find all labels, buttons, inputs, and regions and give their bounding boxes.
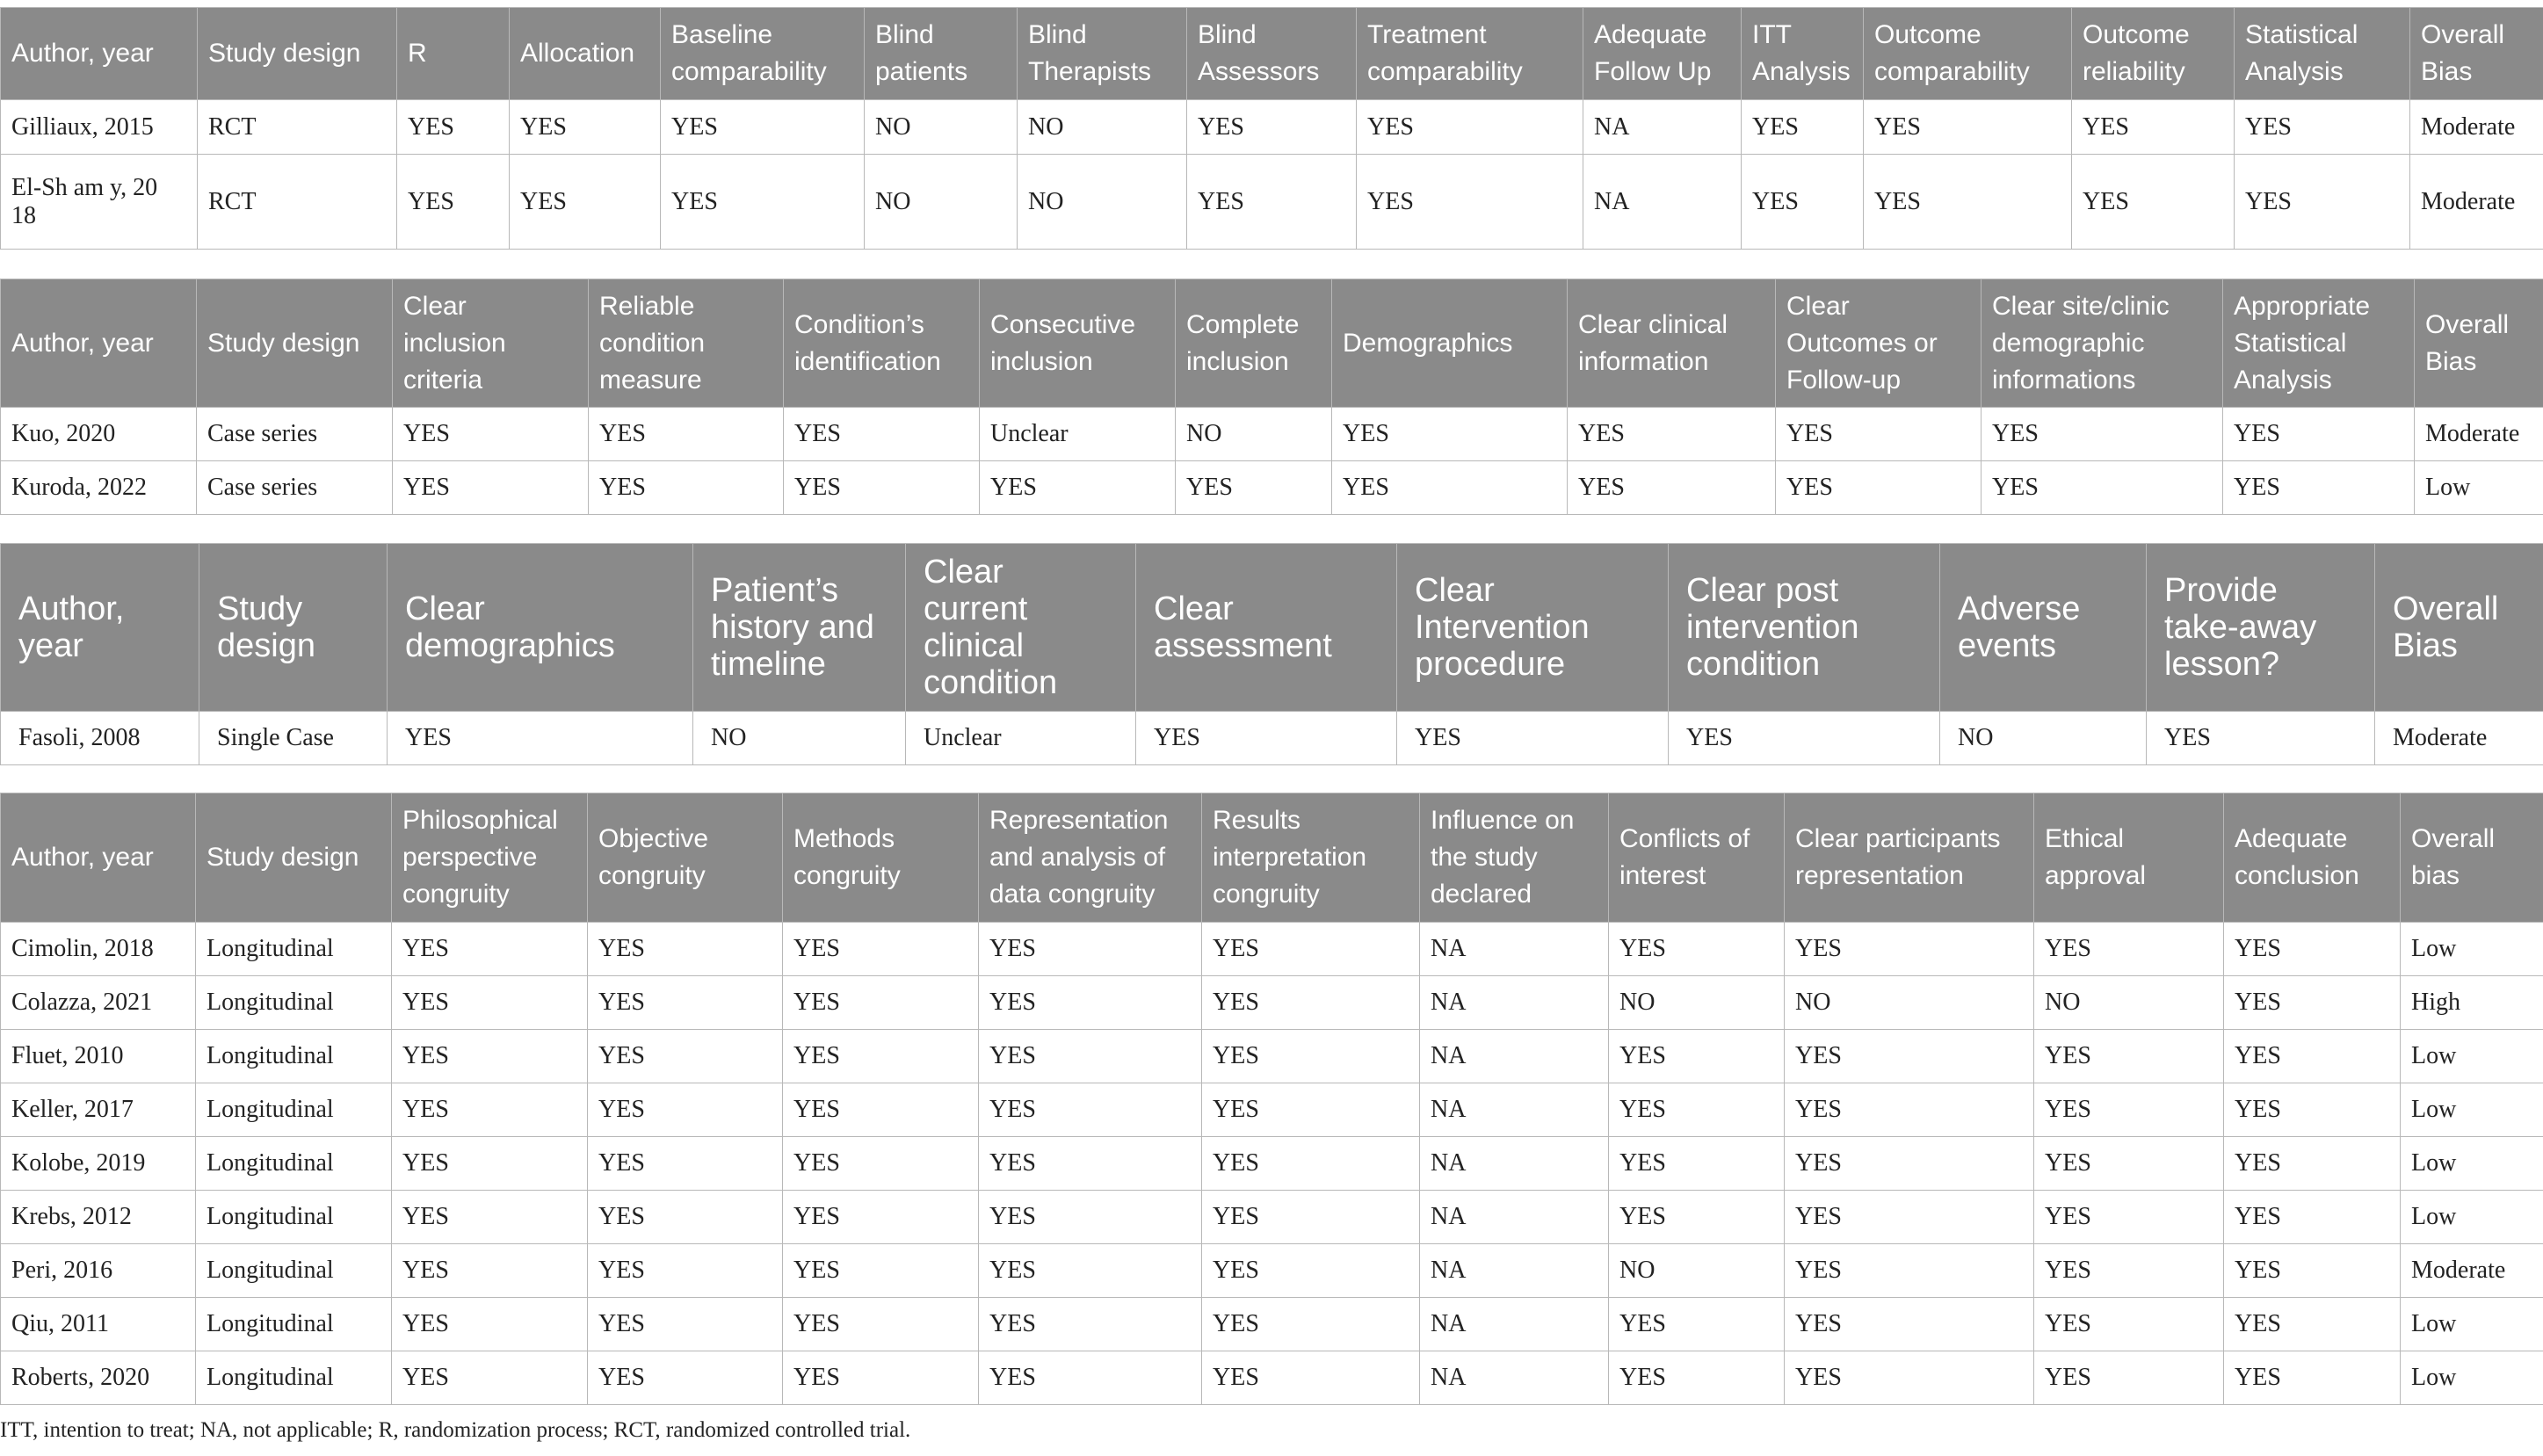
column-header: Author, year (1, 544, 199, 712)
overall-bias-cell: Moderate (2410, 100, 2543, 155)
table-cell: Case series (197, 461, 393, 515)
column-header: Adverse events (1940, 544, 2147, 712)
table-cell: YES (2224, 1083, 2401, 1137)
column-header: Philosophical perspective congruity (392, 793, 588, 923)
overall-bias-cell: High (2401, 976, 2543, 1030)
table-cell: NA (1420, 1191, 1609, 1244)
table-cell: YES (783, 1298, 979, 1351)
table-cell: YES (588, 1351, 783, 1405)
author-cell: Kuroda, 2022 (1, 461, 197, 515)
table-row (1, 461, 2543, 515)
table-row (1, 1244, 2543, 1298)
table-cell: NO (865, 155, 1018, 250)
table-footnote: ITT, intention to treat; NA, not applicable; R, randomization process; RCT, randomized controlled trial. (0, 1418, 911, 1442)
table-cell: YES (2223, 408, 2415, 461)
author-cell: Fasoli, 2008 (1, 712, 199, 765)
overall-bias-cell: Low (2401, 1137, 2543, 1191)
table-cell: NA (1420, 1137, 1609, 1191)
table-cell: YES (1609, 923, 1785, 976)
column-header: Clear assessment (1136, 544, 1397, 712)
table-row (1, 1351, 2543, 1405)
table-cell: YES (783, 1083, 979, 1137)
column-header: Allocation (510, 8, 661, 100)
table-cell: YES (2224, 1351, 2401, 1405)
table-cell: YES (2224, 976, 2401, 1030)
table-cell: NO (1018, 100, 1187, 155)
table-cell: YES (1669, 712, 1940, 765)
column-header: Adequate conclusion (2224, 793, 2401, 923)
column-header: Ethical approval (2034, 793, 2224, 923)
table-cell: YES (1397, 712, 1669, 765)
author-cell: Cimolin, 2018 (1, 923, 196, 976)
table-cell: NO (865, 100, 1018, 155)
column-header: ITT Analysis (1742, 8, 1864, 100)
column-header: Clear post intervention condition (1669, 544, 1940, 712)
column-header: Study design (197, 279, 393, 408)
overall-bias-cell: Low (2401, 1030, 2543, 1083)
author-cell: Krebs, 2012 (1, 1191, 196, 1244)
table-row (1, 1298, 2543, 1351)
table-cell: YES (392, 1030, 588, 1083)
table-cell: YES (1202, 976, 1420, 1030)
table-cell: YES (588, 1298, 783, 1351)
table-row (1, 1083, 2543, 1137)
table-cell: YES (392, 923, 588, 976)
table-cell: YES (1187, 100, 1357, 155)
table-cell: YES (393, 461, 589, 515)
column-header: Methods congruity (783, 793, 979, 923)
table-row (1, 1030, 2543, 1083)
table-cell: YES (1609, 1137, 1785, 1191)
column-header: Study design (196, 793, 392, 923)
table-cell: NO (1940, 712, 2147, 765)
column-header: Patient’s history and timeline (693, 544, 906, 712)
table-cell: YES (1982, 408, 2223, 461)
author-cell: Kolobe, 2019 (1, 1137, 196, 1191)
table-cell: YES (1982, 461, 2223, 515)
author-cell: Peri, 2016 (1, 1244, 196, 1298)
table-cell: YES (784, 408, 980, 461)
column-header: Appropriate Statistical Analysis (2223, 279, 2415, 408)
table-cell: YES (979, 1244, 1202, 1298)
column-header: Study design (198, 8, 397, 100)
overall-bias-cell: Low (2401, 1351, 2543, 1405)
table-cell: YES (979, 1083, 1202, 1137)
author-cell: Qiu, 2011 (1, 1298, 196, 1351)
table-cell: YES (2147, 712, 2375, 765)
table-cell: YES (661, 100, 865, 155)
table-cell: YES (510, 155, 661, 250)
column-header: Adequate Follow Up (1583, 8, 1742, 100)
table-cell: YES (1742, 100, 1864, 155)
table-cell: NO (1785, 976, 2034, 1030)
table-cell: YES (589, 461, 784, 515)
table-cell: YES (392, 1298, 588, 1351)
table-header-row (1, 544, 2543, 712)
column-header: Baseline comparability (661, 8, 865, 100)
table-cell: NA (1420, 923, 1609, 976)
table-cell: YES (2034, 1298, 2224, 1351)
table-cell: RCT (198, 155, 397, 250)
table-cell: YES (2034, 1191, 2224, 1244)
table-cell: YES (2224, 1298, 2401, 1351)
table-cell: YES (392, 1083, 588, 1137)
table-cell: YES (784, 461, 980, 515)
table-cell: YES (1785, 1030, 2034, 1083)
column-header: Author, year (1, 8, 198, 100)
table-cell: Longitudinal (196, 1030, 392, 1083)
table-cell: YES (1609, 1191, 1785, 1244)
table-cell: YES (1202, 1351, 1420, 1405)
table-cell: Longitudinal (196, 1244, 392, 1298)
column-header: Complete inclusion (1176, 279, 1332, 408)
table-cell: YES (392, 1351, 588, 1405)
table-cell: Longitudinal (196, 1191, 392, 1244)
table-cell: YES (1332, 461, 1568, 515)
table-cell: YES (979, 976, 1202, 1030)
overall-bias-cell: Moderate (2401, 1244, 2543, 1298)
table-cell: YES (1785, 923, 2034, 976)
table-cell: NO (693, 712, 906, 765)
table-cell: YES (783, 1030, 979, 1083)
table-header-row (1, 793, 2543, 923)
table-cell: YES (1357, 155, 1583, 250)
table-cell: YES (1202, 1137, 1420, 1191)
column-header: Clear participants representation (1785, 793, 2034, 923)
table-cell: NA (1420, 1030, 1609, 1083)
table-cell: YES (1785, 1137, 2034, 1191)
table-row (1, 155, 2543, 250)
column-header: Reliable condition measure (589, 279, 784, 408)
table-cell: YES (979, 1137, 1202, 1191)
column-header: Treatment comparability (1357, 8, 1583, 100)
table-cell: YES (783, 1244, 979, 1298)
table-cell: Unclear (980, 408, 1176, 461)
table-cell: YES (1864, 100, 2072, 155)
table-cell: YES (1357, 100, 1583, 155)
table-cell: YES (1785, 1191, 2034, 1244)
rct-bias-table (0, 7, 2543, 250)
column-header: Clear demographics (388, 544, 693, 712)
table-cell: YES (1864, 155, 2072, 250)
table-cell: YES (392, 976, 588, 1030)
table-cell: NO (1018, 155, 1187, 250)
table-cell: YES (588, 923, 783, 976)
table-cell: YES (588, 976, 783, 1030)
table-cell: YES (2235, 155, 2410, 250)
column-header: Study design (199, 544, 388, 712)
table-cell: YES (661, 155, 865, 250)
table-cell: YES (2034, 1137, 2224, 1191)
table-cell: YES (2224, 1191, 2401, 1244)
table-cell: NO (1176, 408, 1332, 461)
author-cell: Fluet, 2010 (1, 1030, 196, 1083)
overall-bias-cell: Low (2401, 1191, 2543, 1244)
table-cell: YES (392, 1244, 588, 1298)
table-cell: YES (1187, 155, 1357, 250)
table-cell: YES (2224, 1030, 2401, 1083)
table-cell: NO (1609, 1244, 1785, 1298)
column-header: Outcome comparability (1864, 8, 2072, 100)
table-cell: YES (388, 712, 693, 765)
table-row (1, 1137, 2543, 1191)
author-cell: Kuo, 2020 (1, 408, 197, 461)
table-cell: YES (783, 1351, 979, 1405)
author-cell: El-Sh am y, 20 18 (1, 155, 198, 250)
case-series-bias-table (0, 279, 2543, 515)
table-cell: YES (2223, 461, 2415, 515)
table-cell: YES (1568, 408, 1776, 461)
column-header: Overall Bias (2410, 8, 2543, 100)
column-header: Representation and analysis of data congruity (979, 793, 1202, 923)
overall-bias-cell: Moderate (2410, 155, 2543, 250)
table-cell: YES (588, 1083, 783, 1137)
author-cell: Roberts, 2020 (1, 1351, 196, 1405)
column-header: Clear Outcomes or Follow-up (1776, 279, 1982, 408)
table-cell: YES (2224, 1244, 2401, 1298)
table-cell: NA (1583, 155, 1742, 250)
table-header-row (1, 279, 2543, 408)
table-cell: YES (588, 1191, 783, 1244)
column-header: Conflicts of interest (1609, 793, 1785, 923)
table-cell: Unclear (906, 712, 1136, 765)
column-header: Author, year (1, 793, 196, 923)
table-cell: Longitudinal (196, 1083, 392, 1137)
column-header: Provide take-away lesson? (2147, 544, 2375, 712)
table-cell: RCT (198, 100, 397, 155)
overall-bias-cell: Moderate (2415, 408, 2543, 461)
table-cell: YES (1785, 1083, 2034, 1137)
table-cell: NA (1420, 1244, 1609, 1298)
table-cell: YES (2224, 923, 2401, 976)
table-cell: YES (2034, 1351, 2224, 1405)
table-header-row (1, 8, 2543, 100)
column-header: Overall Bias (2375, 544, 2543, 712)
table-row (1, 712, 2543, 765)
column-header: Condition’s identification (784, 279, 980, 408)
table-cell: YES (1568, 461, 1776, 515)
table-cell: YES (2235, 100, 2410, 155)
table-cell: YES (2224, 1137, 2401, 1191)
table-cell: YES (1202, 1083, 1420, 1137)
column-header: Clear site/clinic demographic informations (1982, 279, 2223, 408)
table-cell: YES (1202, 1191, 1420, 1244)
table-cell: NA (1583, 100, 1742, 155)
table-cell: YES (783, 976, 979, 1030)
table-cell: Longitudinal (196, 1137, 392, 1191)
table-row (1, 1191, 2543, 1244)
table-cell: YES (397, 100, 510, 155)
table-cell: Longitudinal (196, 923, 392, 976)
table-cell: YES (1202, 1298, 1420, 1351)
table-cell: YES (1742, 155, 1864, 250)
table-cell: YES (979, 1351, 1202, 1405)
column-header: Overall bias (2401, 793, 2543, 923)
table-row (1, 408, 2543, 461)
table-cell: YES (1609, 1083, 1785, 1137)
table-cell: YES (1785, 1351, 2034, 1405)
column-header: Clear clinical information (1568, 279, 1776, 408)
table-cell: NO (2034, 976, 2224, 1030)
table-cell: YES (2072, 100, 2235, 155)
table-cell: YES (2034, 1030, 2224, 1083)
overall-bias-cell: Low (2401, 923, 2543, 976)
author-cell: Keller, 2017 (1, 1083, 196, 1137)
column-header: Demographics (1332, 279, 1568, 408)
column-header: Clear inclusion criteria (393, 279, 589, 408)
author-cell: Colazza, 2021 (1, 976, 196, 1030)
table-row (1, 976, 2543, 1030)
table-cell: YES (979, 923, 1202, 976)
overall-bias-cell: Low (2401, 1083, 2543, 1137)
table-cell: YES (393, 408, 589, 461)
table-cell: YES (397, 155, 510, 250)
column-header: Statistical Analysis (2235, 8, 2410, 100)
table-cell: Longitudinal (196, 1298, 392, 1351)
table-cell: YES (2034, 1083, 2224, 1137)
overall-bias-cell: Moderate (2375, 712, 2543, 765)
column-header: Clear Intervention procedure (1397, 544, 1669, 712)
table-cell: Single Case (199, 712, 388, 765)
column-header: Outcome reliability (2072, 8, 2235, 100)
table-cell: YES (510, 100, 661, 155)
table-cell: Case series (197, 408, 393, 461)
column-header: Author, year (1, 279, 197, 408)
table-row (1, 923, 2543, 976)
column-header: Blind Therapists (1018, 8, 1187, 100)
table-cell: YES (1136, 712, 1397, 765)
table-cell: YES (1176, 461, 1332, 515)
overall-bias-cell: Low (2401, 1298, 2543, 1351)
table-cell: NA (1420, 1083, 1609, 1137)
table-cell: YES (783, 1191, 979, 1244)
column-header: Clear current clinical condition (906, 544, 1136, 712)
table-cell: YES (1202, 1030, 1420, 1083)
table-cell: YES (1776, 408, 1982, 461)
table-cell: YES (1776, 461, 1982, 515)
single-case-bias-table (0, 543, 2543, 765)
author-cell: Gilliaux, 2015 (1, 100, 198, 155)
column-header: Overall Bias (2415, 279, 2543, 408)
table-cell: YES (2072, 155, 2235, 250)
table-cell: YES (1202, 923, 1420, 976)
table-cell: YES (392, 1137, 588, 1191)
table-cell: YES (588, 1137, 783, 1191)
table-cell: YES (979, 1191, 1202, 1244)
table-cell: YES (979, 1298, 1202, 1351)
table-cell: Longitudinal (196, 1351, 392, 1405)
column-header: Influence on the study declared (1420, 793, 1609, 923)
table-cell: YES (2034, 923, 2224, 976)
table-cell: YES (589, 408, 784, 461)
overall-bias-cell: Low (2415, 461, 2543, 515)
table-cell: YES (1785, 1244, 2034, 1298)
table-cell: Longitudinal (196, 976, 392, 1030)
column-header: Blind Assessors (1187, 8, 1357, 100)
table-cell: YES (783, 923, 979, 976)
column-header: R (397, 8, 510, 100)
column-header: Blind patients (865, 8, 1018, 100)
table-cell: YES (588, 1030, 783, 1083)
table-cell: YES (783, 1137, 979, 1191)
table-cell: YES (392, 1191, 588, 1244)
table-cell: YES (980, 461, 1176, 515)
column-header: Objective congruity (588, 793, 783, 923)
table-cell: YES (2034, 1244, 2224, 1298)
table-cell: YES (1609, 1298, 1785, 1351)
table-cell: YES (1332, 408, 1568, 461)
column-header: Consecutive inclusion (980, 279, 1176, 408)
table-cell: NO (1609, 976, 1785, 1030)
column-header: Results interpretation congruity (1202, 793, 1420, 923)
table-cell: YES (1785, 1298, 2034, 1351)
longitudinal-bias-table (0, 793, 2543, 1405)
table-row (1, 100, 2543, 155)
table-cell: YES (1202, 1244, 1420, 1298)
table-cell: YES (1609, 1030, 1785, 1083)
table-cell: YES (1609, 1351, 1785, 1405)
table-cell: YES (979, 1030, 1202, 1083)
table-cell: NA (1420, 1298, 1609, 1351)
table-cell: YES (588, 1244, 783, 1298)
table-cell: NA (1420, 1351, 1609, 1405)
table-cell: NA (1420, 976, 1609, 1030)
